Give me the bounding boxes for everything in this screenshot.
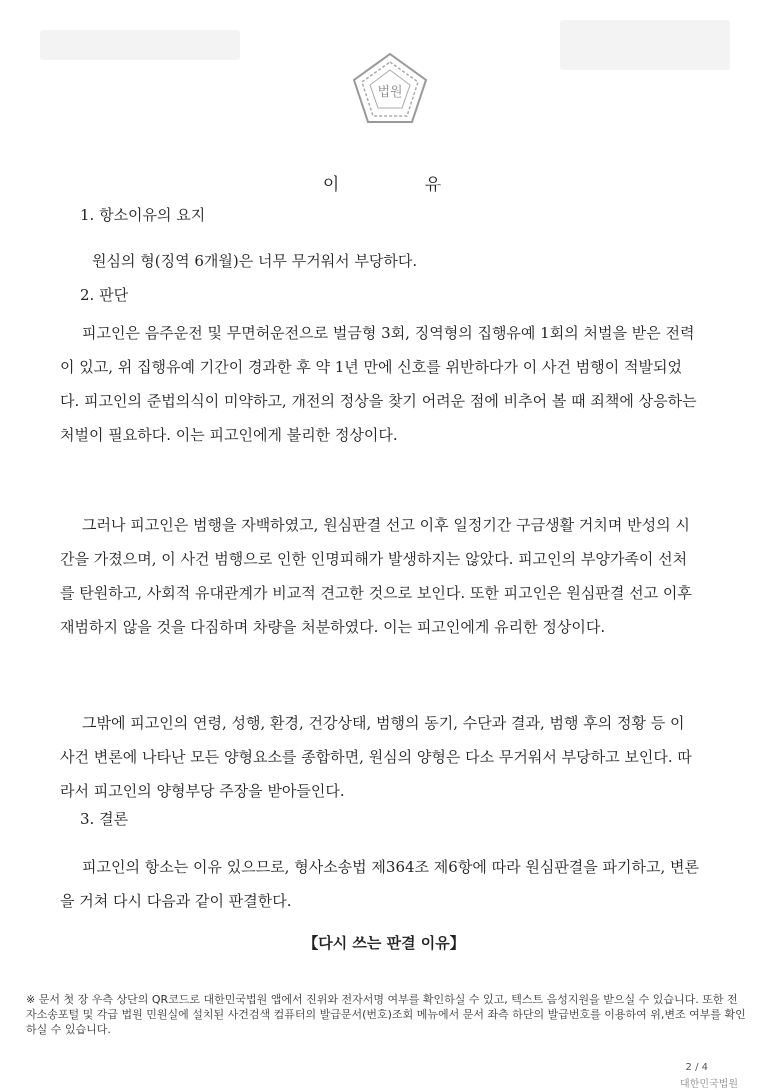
scan-artifact: [40, 30, 240, 60]
scan-artifact: [560, 20, 730, 70]
rewrite-heading: 【다시 쓰는 판결 이유】: [303, 934, 465, 952]
footer-brand: 대한민국법원: [680, 1079, 738, 1090]
paragraph-aggravating: 피고인은 음주운전 및 무면허운전으로 벌금형 3회, 징역형의 집행유예 1회의 처벌을 받은 전력이 있고, 위 집행유예 기간이 경과한 후 약 1년 만에 신호를 위반하다가 이 사건 범행이 적발되었다. 피고인의 준법의식이 미약하고, 개전의 정상을 찾기 어려운 점에 비추어 볼 때 죄책에 상응하는 처벌이 필요하다. 이는 피고인에게 불리한 정상이다.: [60, 324, 697, 444]
paragraph-mitigating: 그러나 피고인은 범행을 자백하였고, 원심판결 선고 이후 일정기간 구금생활 거치며 반성의 시간을 가졌으며, 이 사건 범행으로 인한 인명피해가 발생하지는 않았다. 피고인의 부양가족이 선처를 탄원하고, 사회적 유대관계가 비교적 견고한 것으로 보인다. 또한 피고인은 원심판결 선고 이후 재범하지 않을 것을 다짐하며 차량을 처분하였다. 이는 피고인에게 유리한 정상이다.: [60, 516, 692, 636]
svg-text:법원: 법원: [377, 85, 403, 100]
section-body-3: 피고인의 항소는 이유 있으므로, 형사소송법 제364조 제6항에 따라 원심판결을 파기하고, 변론을 거쳐 다시 다음과 같이 판결한다.: [60, 858, 700, 910]
paragraph-sentencing: 그밖에 피고인의 연령, 성행, 환경, 건강상태, 범행의 동기, 수단과 결과, 범행 후의 정황 등 이 사건 변론에 나타난 모든 양형요소를 종합하면, 원심의 양형은 다소 무거워서 부당하고 보인다. 따라서 피고인의 양형부당 주장을 받아들인다.: [60, 714, 692, 800]
section-heading-3: 3. 결론: [80, 810, 129, 828]
footer-note: ※ 문서 첫 장 우측 상단의 QR코드로 대한민국법원 앱에서 진위와 전자서명 여부를 확인하실 수 있고, 텍스트 음성지원을 받으실 수 있습니다. 또한 전자소송포털 및 각급 법원 민원실에 설치된 사건검색 컴퓨터의 발급문서(번호)조회 메뉴에서 문서 좌측 하단의 발급번호를 이용하여 위,변조 여부를 확인하실 수 있습니다.: [26, 993, 746, 1036]
court-seal-icon: [350, 50, 430, 126]
page-number: 2 / 4: [685, 1062, 708, 1073]
section-body-1: 원심의 형(징역 6개월)은 너무 무거워서 부당하다.: [92, 252, 418, 270]
section-title: 이 유: [322, 175, 482, 195]
section-heading-1: 1. 항소이유의 요지: [80, 206, 206, 224]
section-heading-2: 2. 판단: [80, 286, 129, 304]
